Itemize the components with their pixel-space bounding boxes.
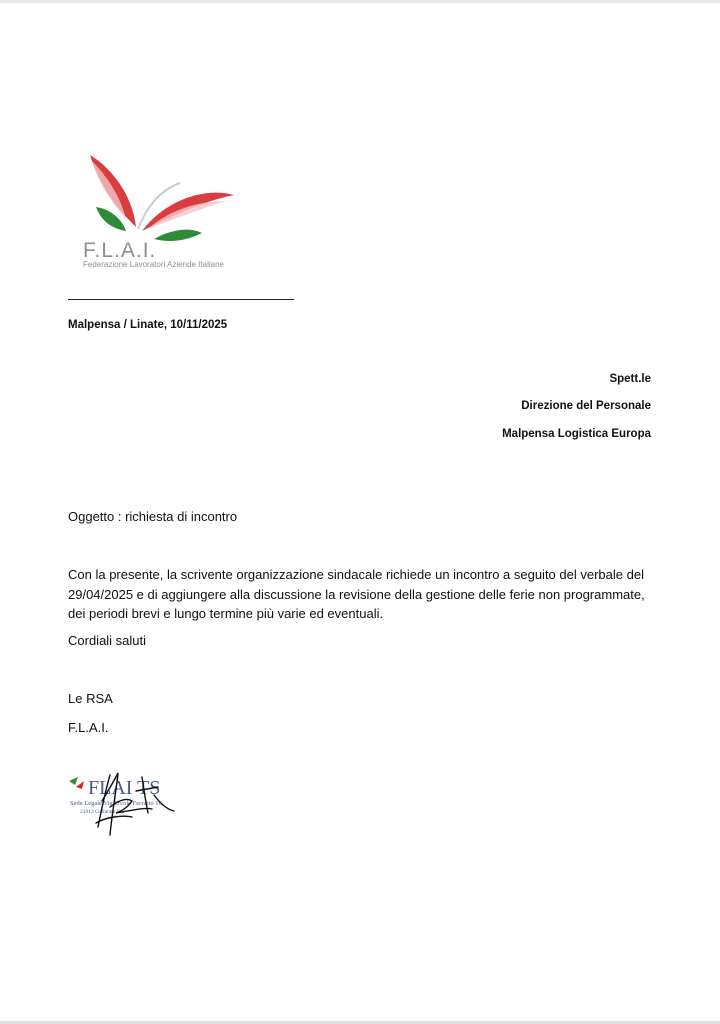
recipient-line-2: Direzione del Personale [521, 400, 651, 412]
flai-butterfly-logo-icon [76, 149, 246, 273]
stamp-signature-icon [66, 767, 184, 839]
signatory-line-2: F.L.A.I. [68, 720, 109, 735]
logo-acronym: F.L.A.I. [83, 239, 157, 262]
stamp-address-line-2: 21013 Gallarate VA [80, 809, 124, 815]
closing: Cordiali saluti [68, 633, 147, 648]
document-page [0, 3, 720, 1021]
letter-body: Con la presente, la scrivente organizzazione sindacale richiede un incontro a seguito del verbale del 29/04/2025 e di aggiungere alla discussione la revisione della gestione delle ferie non programmate, dei periodi brevi e lungo termine più varie ed eventuali. [68, 567, 645, 621]
logo-full-name: Federazione Lavoratori Aziende Italiane [83, 260, 224, 269]
subject-line: Oggetto : richiesta di incontro [68, 509, 238, 524]
stamp-address-line-1: Sede Legale Via Ercole Ferrario 16 [70, 800, 162, 807]
stamp-name: FLAI TS [88, 777, 161, 799]
separator-line [68, 299, 294, 300]
flai-logo [76, 149, 246, 273]
recipient-line-3: Malpensa Logistica Europa [502, 428, 651, 440]
place-date: Malpensa / Linate, 10/11/2025 [68, 319, 228, 331]
signatory-line-1: Le RSA [68, 691, 113, 706]
recipient-line-1: Spett.le [609, 373, 651, 385]
signature-stamp [66, 767, 184, 839]
